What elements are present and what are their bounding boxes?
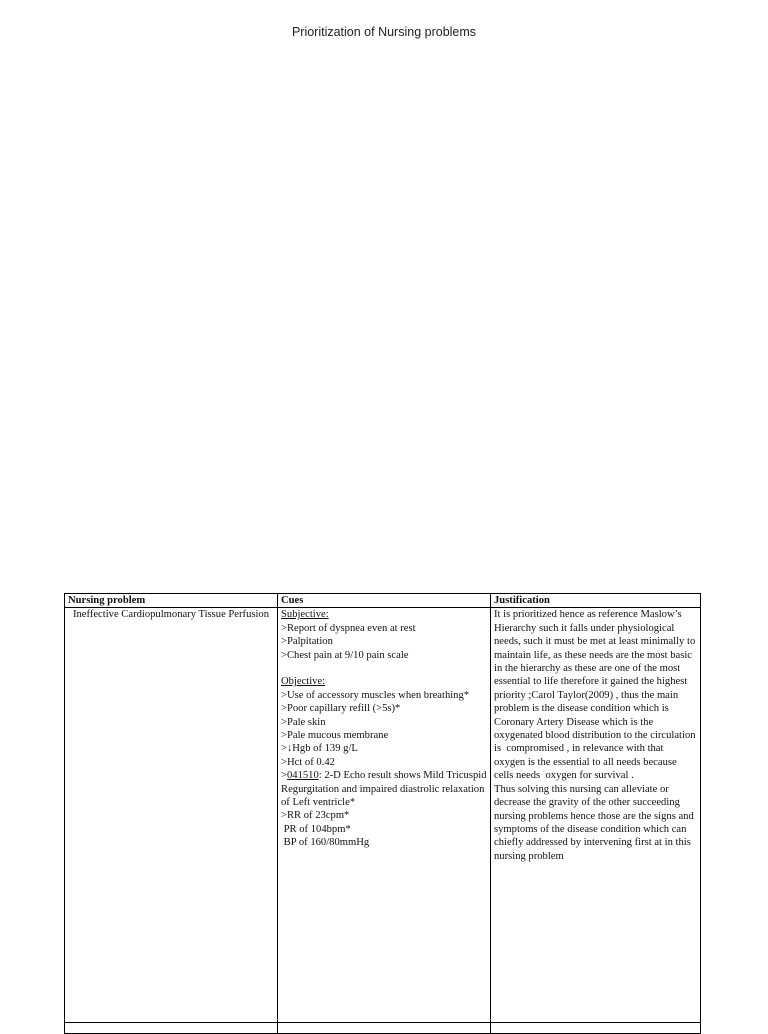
next-row-cell: [278, 1023, 491, 1034]
cues-cell: [278, 608, 491, 1023]
objective-cue: >↓Hgb of 139 g/L: [281, 743, 358, 755]
subjective-cue: >Chest pain at 9/10 pain scale: [281, 649, 409, 661]
subjective-cue: >Report of dyspnea even at rest: [281, 622, 416, 634]
echo-text: : 2-D Echo result shows Mild Tricuspid Regurgitation and impaired diastrolic relaxation of Left ventricle*: [281, 770, 490, 809]
table-header-row: [65, 594, 701, 608]
header-nursing-problem: Nursing problem: [65, 594, 278, 608]
echo-date: 041510: [286, 770, 319, 782]
vital-sign-cue: >RR of 23cpm*: [281, 810, 350, 822]
prioritization-table: [64, 593, 701, 1034]
nursing-problem-text: Ineffective Cardiopulmonary Tissue Perfusion: [72, 609, 270, 621]
objective-cue: >Use of accessory muscles when breathing*: [281, 689, 470, 701]
header-cues: Cues: [278, 594, 491, 608]
next-row-cell: [65, 1023, 278, 1034]
objective-cue: >Pale skin: [281, 716, 326, 728]
echo-prefix: >: [281, 770, 287, 782]
spacer: [281, 662, 487, 675]
table-row-next: [65, 1023, 701, 1034]
justification-paragraph: Thus solving this nursing can alleviate or decrease the gravity of the other succeeding nursing problems hence those are the signs and symptoms of the disease condition which can chiefly addressed by intervening first at in this nursing problem: [494, 783, 697, 862]
header-justification: Justification: [491, 594, 701, 608]
vital-sign-cue: BP of 160/80mmHg: [281, 837, 370, 849]
objective-cue: >Poor capillary refill (>5s)*: [281, 703, 401, 715]
subjective-heading: Subjective:: [281, 609, 329, 621]
page-title: Prioritization of Nursing problems: [291, 25, 477, 39]
objective-heading: Objective:: [281, 676, 326, 688]
nursing-problem-cell: [65, 608, 278, 1023]
table-row: [65, 608, 701, 1023]
objective-cue: >Hct of 0.42: [281, 756, 335, 768]
next-row-cell: [491, 1023, 701, 1034]
echo-result-cue: [281, 769, 490, 809]
justification-cell: [491, 608, 701, 1023]
objective-cue: >Pale mucous membrane: [281, 730, 389, 742]
subjective-cue: >Palpitation: [281, 636, 333, 648]
vital-sign-cue: PR of 104bpm*: [281, 823, 351, 835]
justification-paragraph: It is prioritized hence as reference Maslow’s Hierarchy such it falls under physiological needs, such it must be met at least minimally to maintain life, as these needs are the most basic in the hierarchy as these are one of the most essential to life therefore it gained the highest priority ;Carol Taylor(2009) , thus the main problem is the disease condition which is Coronary Artery Disease which is the oxygenated blood distribution to the circulation is compromised , in relevance with that oxygen is the essential to all needs because cells needs oxygen for survival .: [494, 609, 699, 782]
